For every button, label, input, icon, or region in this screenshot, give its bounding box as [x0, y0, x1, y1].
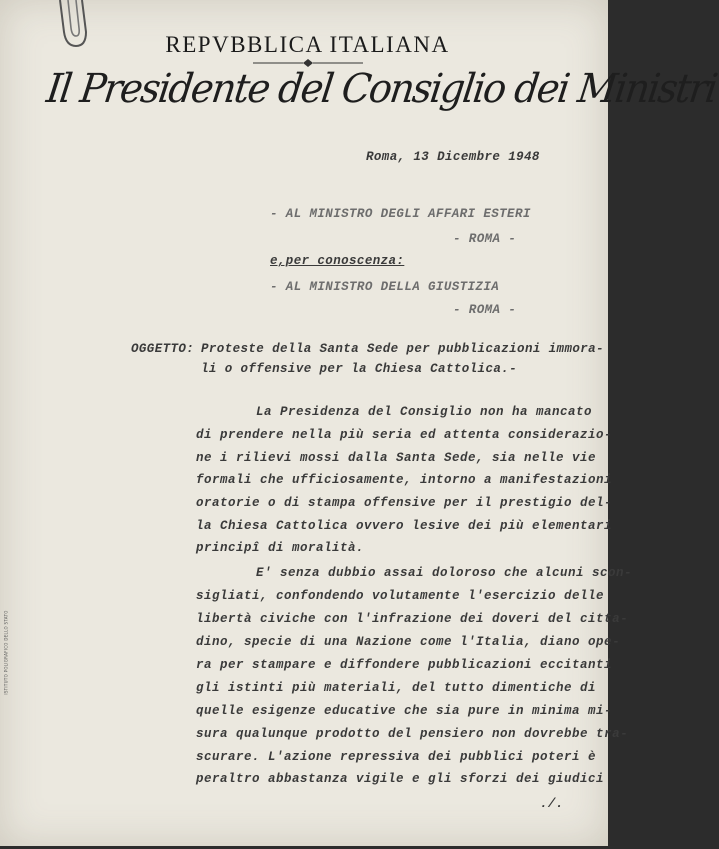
- body-line: formali che ufficiosamente, intorno a manifestazioni: [196, 473, 613, 487]
- body-line: dino, specie di una Nazione come l'Italia, diano ope-: [196, 635, 621, 649]
- letterhead-republic: REPVBBLICA ITALIANA: [165, 32, 450, 57]
- body-line: peraltro abbastanza vigile e gli sforzi dei giudici: [196, 772, 605, 786]
- body-line: sigliati, confondendo volutamente l'esercizio delle: [196, 589, 605, 603]
- recipient-line: - ROMA -: [453, 232, 517, 246]
- body-line: quelle esigenze educative che sia pure in minima mi-: [196, 704, 613, 718]
- continuation-mark: ./.: [540, 797, 564, 811]
- body-line: la Chiesa Cattolica ovvero lesive dei più elementari: [196, 519, 613, 533]
- body-line: La Presidenza del Consiglio non ha mancato: [256, 405, 593, 419]
- body-line: sura qualunque prodotto del pensiero non dovrebbe tra-: [196, 727, 629, 741]
- recipient-line: - ROMA -: [453, 303, 517, 317]
- subject-label: OGGETTO:: [131, 342, 195, 356]
- letterhead-office: Il Presidente del Consiglio dei Ministri: [43, 66, 719, 112]
- body-line: scurare. L'azione repressiva dei pubblici poteri è: [196, 750, 597, 764]
- subject-line: Proteste della Santa Sede per pubblicazioni immora-: [201, 342, 604, 356]
- recipient-line: - AL MINISTRO DEGLI AFFARI ESTERI: [270, 207, 531, 221]
- printer-imprint: ISTITUTO POLIGRAFICO DELLO STATO: [3, 610, 9, 695]
- body-line: E' senza dubbio assai doloroso che alcuni scon-: [256, 566, 633, 580]
- body-line: principî di moralità.: [196, 541, 365, 555]
- recipient-line: e,per conoscenza:: [270, 254, 405, 268]
- body-line: ne i rilievi mossi dalla Santa Sede, sia nelle vie: [196, 451, 597, 465]
- body-line: di prendere nella più seria ed attenta considerazio-: [196, 428, 613, 442]
- body-line: libertà civiche con l'infrazione dei doveri del citta-: [196, 612, 629, 626]
- recipient-line: - AL MINISTRO DELLA GIUSTIZIA: [270, 280, 500, 294]
- body-line: gli istinti più materiali, del tutto dimentiche di: [196, 681, 597, 695]
- body-line: oratorie o di stampa offensive per il prestigio del-: [196, 496, 613, 510]
- body-line: ra per stampare e diffondere pubblicazioni eccitanti: [196, 658, 613, 672]
- date-line: Roma, 13 Dicembre 1948: [366, 150, 540, 164]
- subject-line: li o offensive per la Chiesa Cattolica.-: [201, 362, 518, 376]
